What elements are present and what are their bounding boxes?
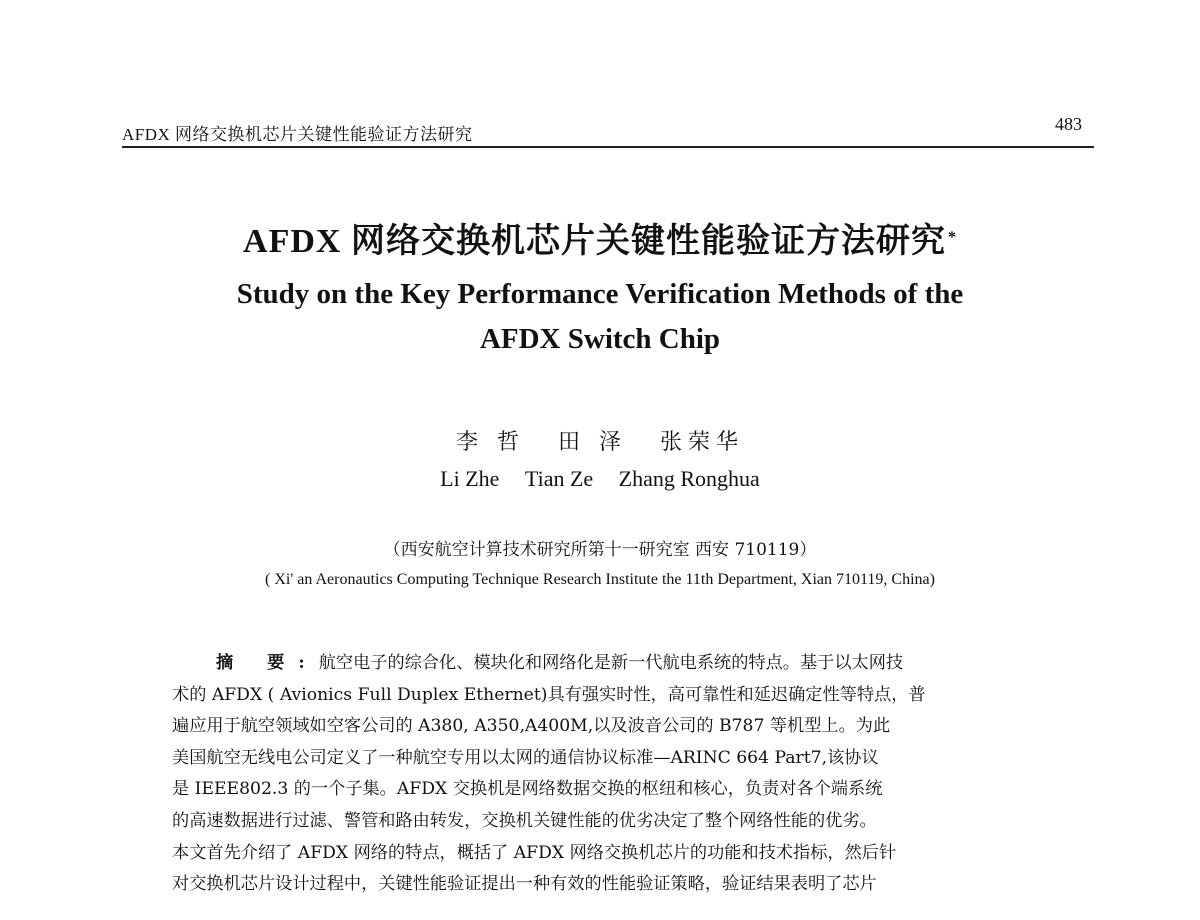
title-english-line-1: Study on the Key Performance Verification Methods of the: [236, 278, 964, 310]
author-cn-1: 李 哲: [455, 430, 525, 455]
title-footnote-mark: *: [947, 229, 957, 246]
authors-chinese: [0, 428, 1200, 458]
abstract-line-text: 航空电子的综合化、模块化和网络化是新一代航电系统的特点。基于以太网技: [318, 653, 904, 673]
author-en-1: Li Zhe: [440, 466, 500, 491]
author-cn-3: 张荣华: [659, 430, 744, 455]
page-number: 483: [1055, 114, 1082, 134]
abstract: [172, 648, 1064, 901]
author-en-3: Zhang Ronghua: [618, 466, 760, 491]
authors-block: [0, 428, 1200, 494]
abstract-line: 的高速数据进行过滤、警管和路由转发，交换机关键性能的优劣决定了整个网络性能的优劣。: [172, 810, 877, 831]
author-cn-2: 田 泽: [557, 430, 627, 455]
title-block: [0, 222, 1200, 362]
abstract-line: 遍应用于航空领域如空客公司的 A380, A350,A400M,以及波音公司的 B787 等机型上。为此: [172, 716, 891, 737]
abstract-line: 是 IEEE802.3 的一个子集。AFDX 交换机是网络数据交换的枢纽和核心，负责对各个端系统: [172, 779, 883, 800]
title-english-line-2: AFDX Switch Chip: [479, 323, 721, 355]
authors-english: [0, 464, 1200, 494]
title-english: [0, 272, 1200, 362]
title-chinese: [0, 222, 1200, 262]
abstract-line: 本文首先介绍了 AFDX 网络的特点，概括了 AFDX 网络交换机芯片的功能和技术指标，然后针: [172, 842, 897, 863]
abstract-line: 术的 AFDX ( Avionics Full Duplex Ethernet)具有强实时性，高可靠性和延迟确定性等特点，普: [172, 684, 926, 705]
title-chinese-text: AFDX 网络交换机芯片关键性能验证方法研究: [243, 223, 946, 260]
abstract-line: [172, 648, 1064, 680]
running-header: [122, 116, 1094, 148]
affiliation-block: [0, 538, 1200, 592]
abstract-label: 摘 要:: [216, 653, 319, 673]
abstract-line: 美国航空无线电公司定义了一种航空专用以太网的通信协议标准—ARINC 664 Part7,该协议: [172, 747, 879, 768]
affiliation-chinese: （西安航空计算技术研究所第十一研究室 西安 710119）: [383, 540, 817, 560]
running-header-title: AFDX 网络交换机芯片关键性能验证方法研究: [122, 125, 473, 144]
abstract-line: 对交换机芯片设计过程中，关键性能验证提出一种有效的性能验证策略，验证结果表明了芯片: [172, 874, 877, 895]
affiliation-english: ( Xi' an Aeronautics Computing Technique Research Institute the 11th Department, Xian 710119, China): [265, 571, 935, 588]
author-en-2: Tian Ze: [524, 466, 594, 491]
